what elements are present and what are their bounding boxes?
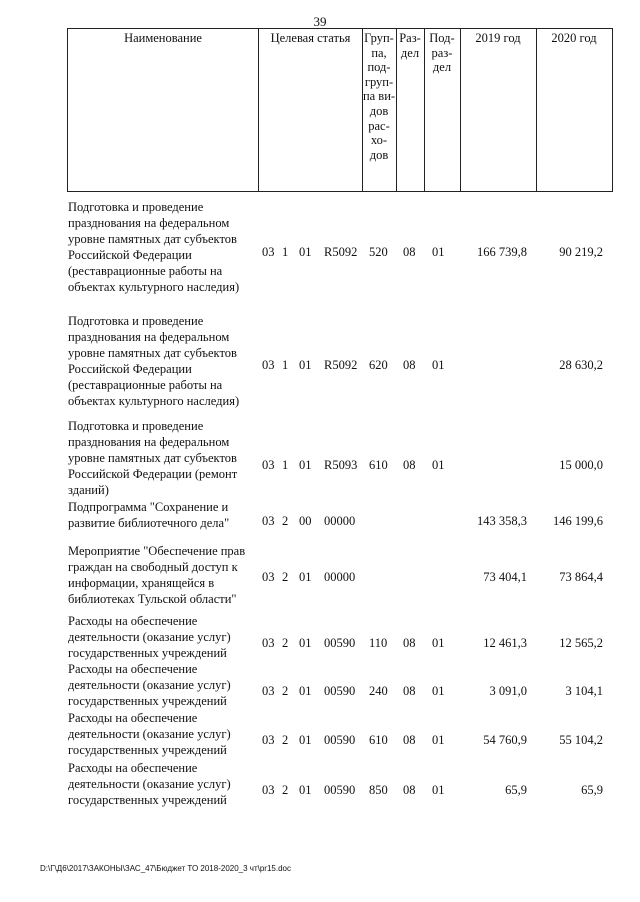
cell-c2: 2 [282, 733, 289, 747]
cell-c3: 00 [299, 514, 312, 528]
cell-c2: 2 [282, 783, 289, 797]
cell-y2019: 166 739,8 [477, 245, 527, 259]
row-name: Подготовка и проведение празднования на федеральном уровне памятных дат субъектов Российской Федерации (реставрационные работы на объектах культурного наследия) [68, 200, 240, 294]
cell-c2: 2 [282, 514, 289, 528]
cell-c4: R5092 [324, 358, 358, 372]
row-name: Расходы на обеспечение деятельности (оказание услуг) государственных учреждений [68, 761, 231, 807]
cell-c7: 01 [432, 684, 445, 698]
cell-y2020: 65,9 [581, 783, 603, 797]
cell-c1: 03 [262, 570, 275, 584]
cell-c5: 850 [369, 783, 388, 797]
cell-c3: 01 [299, 245, 312, 259]
cell-y2020: 3 104,1 [565, 684, 603, 698]
cell-c5: 520 [369, 245, 388, 259]
row-name: Расходы на обеспечение деятельности (оказание услуг) государственных учреждений [68, 614, 231, 660]
cell-c4: 00000 [324, 570, 356, 584]
cell-c7: 01 [432, 733, 445, 747]
header-2019: 2019 год [475, 31, 521, 45]
cell-c2: 1 [282, 245, 289, 259]
cell-y2020: 55 104,2 [559, 733, 603, 747]
row-name: Мероприятие "Обеспечение прав граждан на свободный доступ к информации, хранящейся в библиотеках Тульской области" [68, 544, 246, 606]
cell-c4: 00590 [324, 733, 356, 747]
cell-c4: 00590 [324, 636, 356, 650]
cell-y2019: 73 404,1 [483, 570, 527, 584]
cell-y2019: 143 358,3 [477, 514, 527, 528]
cell-c3: 01 [299, 570, 312, 584]
cell-c2: 2 [282, 684, 289, 698]
cell-c6: 08 [403, 783, 416, 797]
cell-c6: 08 [403, 458, 416, 472]
cell-c3: 01 [299, 458, 312, 472]
header-section: Раз- дел [399, 31, 421, 60]
page-number: 39 [313, 14, 327, 29]
header-target: Целевая статья [270, 31, 351, 45]
column-divider [460, 28, 461, 192]
cell-c5: 610 [369, 458, 388, 472]
footer-path: D:\Г\Д6\2017\ЗАКОНЫ\ЗАС_47\Бюджет ТО 2018-2020_3 чт\pr15.doc [40, 864, 291, 873]
cell-c3: 01 [299, 783, 312, 797]
cell-y2019: 65,9 [505, 783, 527, 797]
cell-y2019: 12 461,3 [483, 636, 527, 650]
cell-c3: 01 [299, 684, 312, 698]
header-2020: 2020 год [551, 31, 597, 45]
cell-y2020: 12 565,2 [559, 636, 603, 650]
cell-c7: 01 [432, 245, 445, 259]
cell-c4: R5092 [324, 245, 358, 259]
cell-c7: 01 [432, 783, 445, 797]
cell-y2020: 15 000,0 [559, 458, 603, 472]
cell-c5: 110 [369, 636, 388, 650]
row-name: Подготовка и проведение празднования на федеральном уровне памятных дат субъектов Российской Федерации (ремонт зданий) [68, 419, 238, 497]
cell-c7: 01 [432, 636, 445, 650]
row-name: Подпрограмма "Сохранение и развитие библиотечного дела" [68, 500, 230, 530]
row-name: Подготовка и проведение празднования на федеральном уровне памятных дат субъектов Российской Федерации (реставрационные работы на объектах культурного наследия) [68, 314, 240, 408]
cell-c2: 1 [282, 458, 289, 472]
row-name: Расходы на обеспечение деятельности (оказание услуг) государственных учреждений [68, 711, 231, 757]
header-subsection: Под- раз- дел [429, 31, 455, 74]
cell-c3: 01 [299, 358, 312, 372]
cell-c5: 610 [369, 733, 388, 747]
header-group: Груп- па, под- груп- па ви- дов рас- хо- дов [362, 31, 396, 162]
header-name: Наименование [124, 31, 202, 45]
cell-c4: 00000 [324, 514, 356, 528]
cell-c2: 2 [282, 636, 289, 650]
cell-y2020: 90 219,2 [559, 245, 603, 259]
cell-c2: 2 [282, 570, 289, 584]
cell-c3: 01 [299, 636, 312, 650]
table-header [67, 28, 613, 192]
cell-c1: 03 [262, 245, 275, 259]
cell-c6: 08 [403, 358, 416, 372]
cell-c1: 03 [262, 358, 275, 372]
column-divider [536, 28, 537, 192]
cell-c6: 08 [403, 636, 416, 650]
cell-c3: 01 [299, 733, 312, 747]
cell-c1: 03 [262, 684, 275, 698]
cell-c4: 00590 [324, 684, 356, 698]
cell-c7: 01 [432, 358, 445, 372]
cell-c4: R5093 [324, 458, 358, 472]
column-divider [258, 28, 259, 192]
cell-c6: 08 [403, 733, 416, 747]
cell-y2020: 73 864,4 [559, 570, 603, 584]
cell-c5: 240 [369, 684, 388, 698]
cell-c6: 08 [403, 245, 416, 259]
cell-c4: 00590 [324, 783, 356, 797]
cell-y2020: 28 630,2 [559, 358, 603, 372]
cell-y2019: 54 760,9 [483, 733, 527, 747]
cell-c2: 1 [282, 358, 289, 372]
cell-c1: 03 [262, 514, 275, 528]
cell-c5: 620 [369, 358, 388, 372]
cell-c1: 03 [262, 458, 275, 472]
cell-c6: 08 [403, 684, 416, 698]
row-name: Расходы на обеспечение деятельности (оказание услуг) государственных учреждений [68, 662, 231, 708]
cell-c1: 03 [262, 733, 275, 747]
cell-c1: 03 [262, 636, 275, 650]
cell-y2019: 3 091,0 [489, 684, 527, 698]
cell-c7: 01 [432, 458, 445, 472]
cell-y2020: 146 199,6 [553, 514, 603, 528]
cell-c1: 03 [262, 783, 275, 797]
